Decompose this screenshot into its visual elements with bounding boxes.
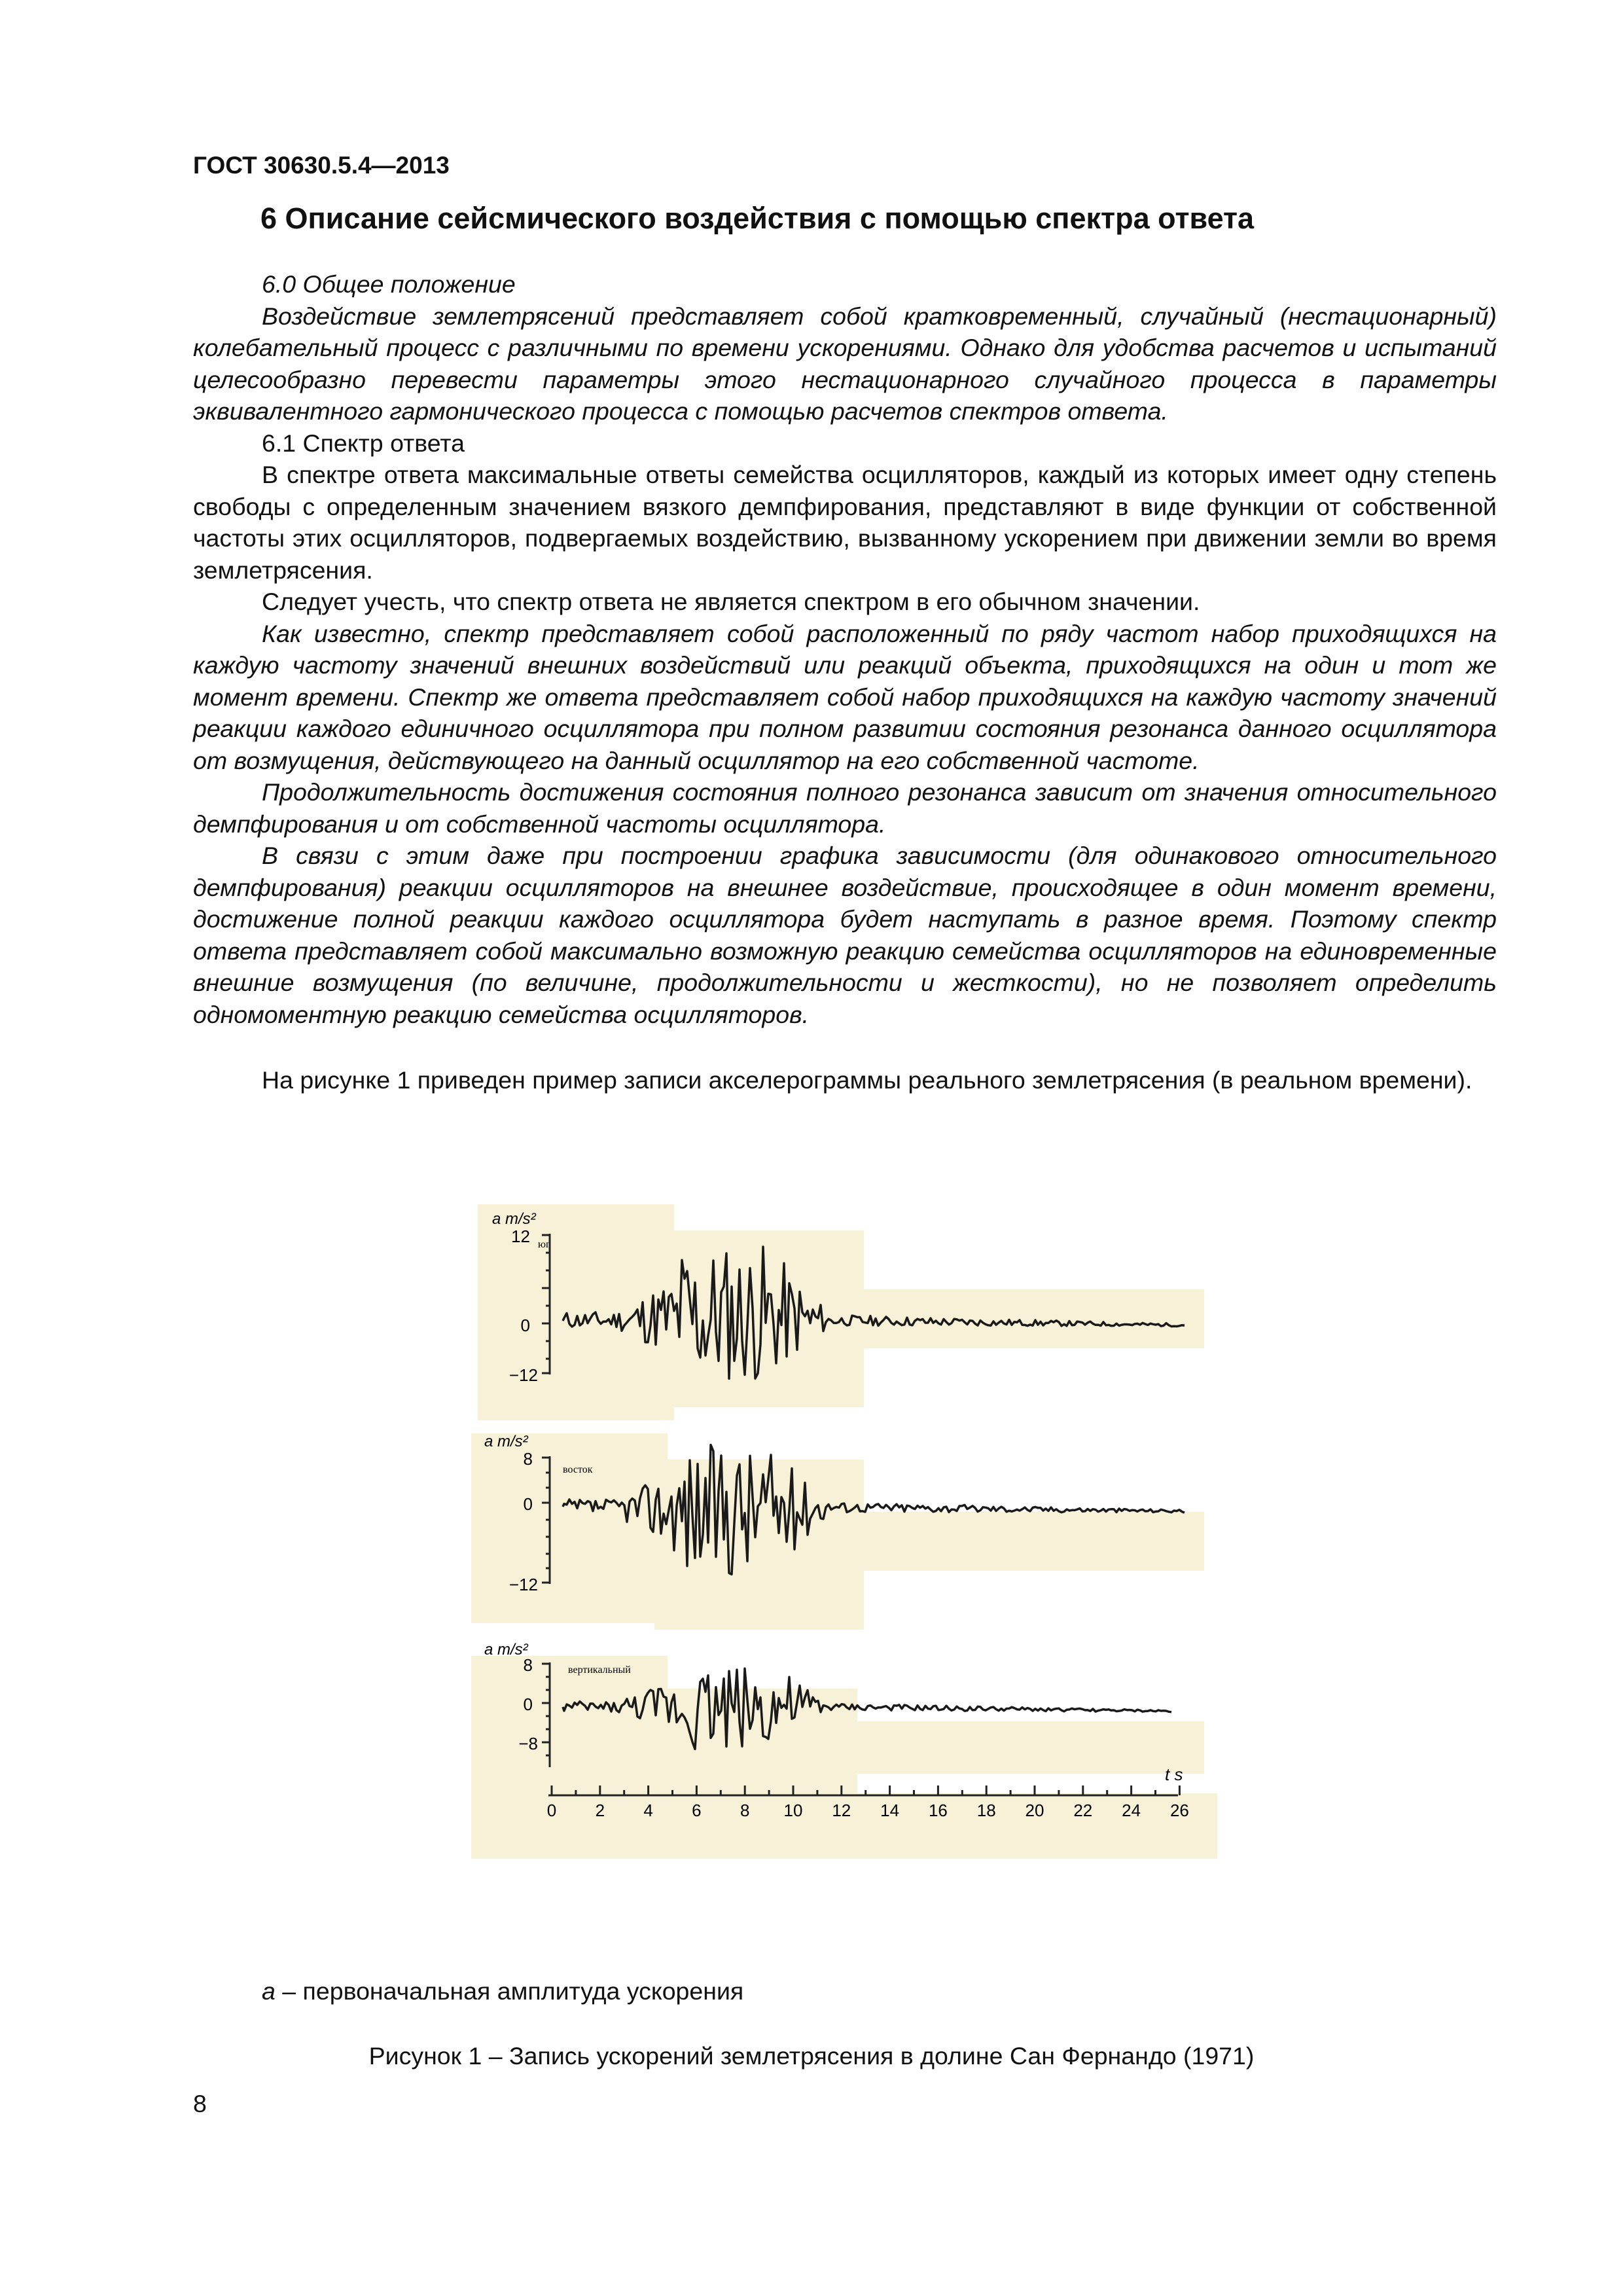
paragraph-figure-reference: На рисунке 1 приведен пример записи акселерограммы реального землетрясения (в реальном времени). (262, 1066, 1472, 1094)
accelerogram-svg (458, 1204, 1217, 1859)
time-tick-label: 14 (880, 1801, 900, 1820)
paragraph-subsection-6-0: 6.0 Общее положение (262, 270, 516, 298)
panel-unit-label: a m/s² (484, 1641, 528, 1659)
time-axis-label: t s (1165, 1765, 1183, 1784)
page-number: 8 (193, 2090, 207, 2117)
section-title: 6 Описание сейсмического воздействия с помощью спектра ответа (260, 202, 1255, 235)
tick-label: −12 (508, 1575, 538, 1594)
time-tick-label: 22 (1073, 1801, 1093, 1820)
figure-caption: Рисунок 1 – Запись ускорений землетрясения в долине Сан Фернандо (1971) (368, 2042, 1255, 2070)
paragraph: В связи с этим даже при построении графика зависимости (для одинакового относительного демпфирования) реакции осцилляторов на внешнее воздействие, происходящее в один момент времени, достижение полной реакции каждого осциллятора будет наступать в разное время. Поэтому спектр ответа представляет собой максимально возможную реакцию семейства осцилляторов на единовременные внешние возмущения (по величине, продолжительности и жесткости), но не позволяет определить одномоментную реакцию семейства осцилляторов. (193, 842, 1497, 1028)
scan-background (471, 1204, 1217, 1859)
tick-label: 8 (523, 1449, 533, 1469)
time-tick-label: 16 (928, 1801, 948, 1820)
tick-label: 0 (523, 1494, 533, 1514)
panel-unit-label: a m/s² (484, 1433, 528, 1450)
paragraph: Продолжительность достижения состояния полного резонанса зависит от значения относительного демпфирования и от собственной частоты осциллятора. (193, 778, 1497, 838)
time-tick-label: 4 (643, 1801, 653, 1820)
time-tick-label: 10 (783, 1801, 803, 1820)
time-tick-label: 26 (1169, 1801, 1189, 1820)
tick-label: 8 (523, 1655, 533, 1675)
tick-label: −8 (518, 1734, 538, 1753)
paragraph: Следует учесть, что спектр ответа не является спектром в его обычном значении. (262, 588, 1200, 615)
panel-unit-label: a m/s² (492, 1210, 536, 1228)
time-tick-label: 24 (1122, 1801, 1141, 1820)
paragraph: В спектре ответа максимальные ответы семейства осцилляторов, каждый из которых имеет одну степень свободы с определенным значением вязкого демпфирования, представляют в виде функции от собственной частоты этих осцилляторов, подвергаемых воздействию, вызванному ускорением при движении земли во время землетрясения. (193, 461, 1497, 584)
figure-legend (262, 1977, 743, 2005)
paragraph: Как известно, спектр представляет собой расположенный по ряду частот набор приходящихся на каждую частоту значений внешних воздействий или реакций объекта, приходящихся на один и тот же момент времени. Спектр же ответа представляет собой набор приходящихся на каждую частоту значений реакции каждого единичного осциллятора при полном развитии состояния резонанса данного осциллятора от возмущения, действующего на данный осциллятор на его собственной частоте. (193, 619, 1497, 774)
legend-symbol: a (262, 1977, 276, 2005)
tick-label: 0 (523, 1695, 533, 1714)
tick-label: 12 (511, 1227, 530, 1246)
paragraph: Воздействие землетрясений представляет собой кратковременный, случайный (нестационарный) колебательный процесс с различными по времени ускорениями. Однако для удобства расчетов и испытаний целесообразно перевести параметры этого нестационарного случайного процесса в параметры эквивалентного гармонического процесса с помощью расчетов спектров ответа. (193, 302, 1497, 425)
tick-label: −12 (508, 1365, 538, 1385)
legend-text: – первоначальная амплитуда ускорения (275, 1977, 744, 2005)
time-tick-label: 0 (546, 1801, 557, 1820)
paragraph-subsection-6-1: 6.1 Спектр ответа (262, 429, 465, 457)
time-tick-label: 20 (1025, 1801, 1044, 1820)
tick-label: 0 (520, 1316, 530, 1335)
panel-direction-label: вертикальный (568, 1664, 631, 1676)
document-code: ГОСТ 30630.5.4—2013 (193, 152, 450, 179)
time-tick-label: 18 (976, 1801, 996, 1820)
time-tick-label: 6 (692, 1801, 702, 1820)
accelerogram-figure (458, 1204, 1217, 1859)
panel-direction-label: юг (538, 1239, 550, 1250)
time-tick-label: 12 (832, 1801, 851, 1820)
body-text (193, 268, 1497, 1096)
panel-direction-label: восток (563, 1464, 593, 1475)
time-tick-label: 2 (595, 1801, 605, 1820)
time-tick-label: 8 (740, 1801, 750, 1820)
